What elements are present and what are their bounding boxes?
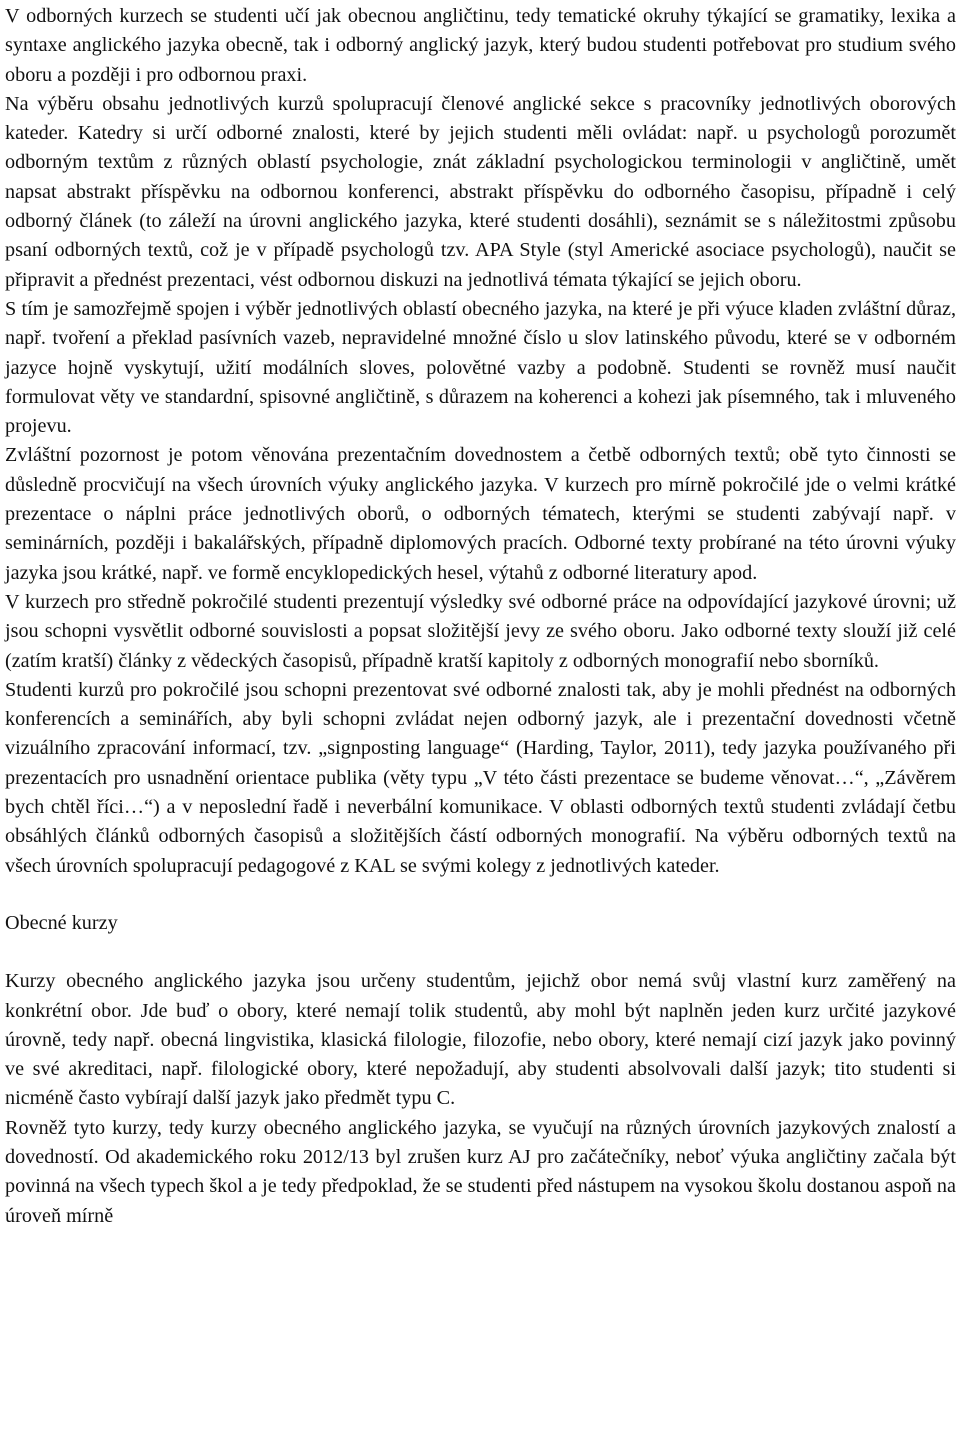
section-heading-general-courses: Obecné kurzy [5, 911, 118, 934]
paragraph-general-courses-levels: Rovněž tyto kurzy, tedy kurzy obecného anglického jazyka, se vyučují na různých úrovních jazykových znalostí a dovedností. Od akademického roku 2012/13 byl zrušen kurz AJ pro začátečníky, neboť výuka angličtiny začala být povinná na všech typech škol a je tedy předpoklad, že se studenti před nástupem na vysokou školu dostanou aspoň na úroveň mírně [5, 1116, 956, 1227]
paragraph-intermediate-courses: V kurzech pro středně pokročilé studenti prezentují výsledky své odborné práce na odpovídající jazykové úrovni; už jsou schopni vysvětlit odborné souvislosti a popsat složitější jevy ze svého oboru. Jako odborné texty slouží již celé (zatím kratší) články z vědeckých časopisů, případně kratší kapitoly z odborných monografií nebo sborníků. [5, 590, 956, 672]
paragraph-advanced-courses: Studenti kurzů pro pokročilé jsou schopni prezentovat své odborné znalosti tak, aby je mohli přednést na odborných konferencích a seminářích, aby byli schopni zvládat nejen odborný jazyk, ale i prezentační dovednosti včetně vizuálního zpracování informací, tzv. „signposting language“ (Harding, Taylor, 2011), tedy jazyka používaného při prezentacích pro usnadnění orientace publika (věty typu „V této části prezentace se budeme věnovat…“, „Závěrem bych chtěl říci…“) a v neposlední řadě i neverbální komunikace. V oblasti odborných textů studenti zvládají četbu obsáhlých článků odborných časopisů a složitějších částí odborných monografií. Na výběru odborných textů na všech úrovních spolupracují pedagogové z KAL se svými kolegy z jednotlivých kateder. [5, 678, 956, 877]
paragraph-general-language-focus: S tím je samozřejmě spojen i výběr jednotlivých oblastí obecného jazyka, na které je při výuce kladen zvláštní důraz, např. tvoření a překlad pasívních vazeb, nepravidelné množné číslo u slov latinského původu, které se v odborném jazyce hojně vyskytují, užití modálních sloves, polovětné vazby a podobně. Studenti se rovněž musí naučit formulovat věty ve standardní, spisovné angličtině, s důrazem na koherenci a kohezi jak písemného, tak i mluveného projevu. [5, 297, 956, 438]
paragraph-specialized-courses-intro: V odborných kurzech se studenti učí jak obecnou angličtinu, tedy tematické okruhy týkající se gramatiky, lexika a syntaxe anglického jazyka obecně, tak i odborný anglický jazyk, který budou studenti potřebovat pro studium svého oboru a později i pro odbornou praxi. [5, 5, 956, 86]
paragraph-general-courses-audience: Kurzy obecného anglického jazyka jsou určeny studentům, jejichž obor nemá svůj vlastní kurz zaměřený na konkrétní obor. Jde buď o obory, které nemají tolik studentů, aby mohl být naplněn jeden kurz určité jazykové úrovně, tedy např. obecná lingvistika, klasická filologie, filozofie, nebo obory, které nemají cizí jazyk jako povinný ve své akreditaci, např. filologické obory, které nepožadují, aby studenti absolvovali další jazyk; tito studenti si nicméně často vybírají další jazyk jako předmět typu C. [5, 970, 956, 1110]
paragraph-course-content-cooperation: Na výběru obsahu jednotlivých kurzů spolupracují členové anglické sekce s pracovníky jednotlivých oborových kateder. Katedry si určí odborné znalosti, které by jejich studenti měli ovládat: např. u psychologů porozumět odborným textům z různých oblastí psychologie, znát základní psychologickou terminologii v angličtině, umět napsat abstrakt příspěvku na odbornou konferenci, abstrakt příspěvku do odborného časopisu, případně i celý odborný článek (to záleží na úrovni anglického jazyka, které studenti dosáhli), seznámit se s náležitostmi způsobu psaní odborných textů, což je v případě psychologů tzv. APA Style (styl Americké asociace psychologů), naučit se připravit a přednést prezentaci, vést odbornou diskuzi na jednotlivá témata týkající se jejich oboru. [5, 92, 956, 291]
paragraph-presentation-skills: Zvláštní pozornost je potom věnována prezentačním dovednostem a četbě odborných textů; obě tyto činnosti se důsledně procvičují na všech úrovních výuky anglického jazyka. V kurzech pro mírně pokročilé jde o velmi krátké prezentace o náplni práce jednotlivých oborů, o odborných tématech, kterými se studenti zabývají např. v seminárních, později i bakalářských, případně diplomových pracích. Odborné texty probírané na této úrovni výuky jazyka jsou krátké, např. ve formě encyklopedických hesel, výtahů z odborné literatury apod. [5, 444, 956, 584]
